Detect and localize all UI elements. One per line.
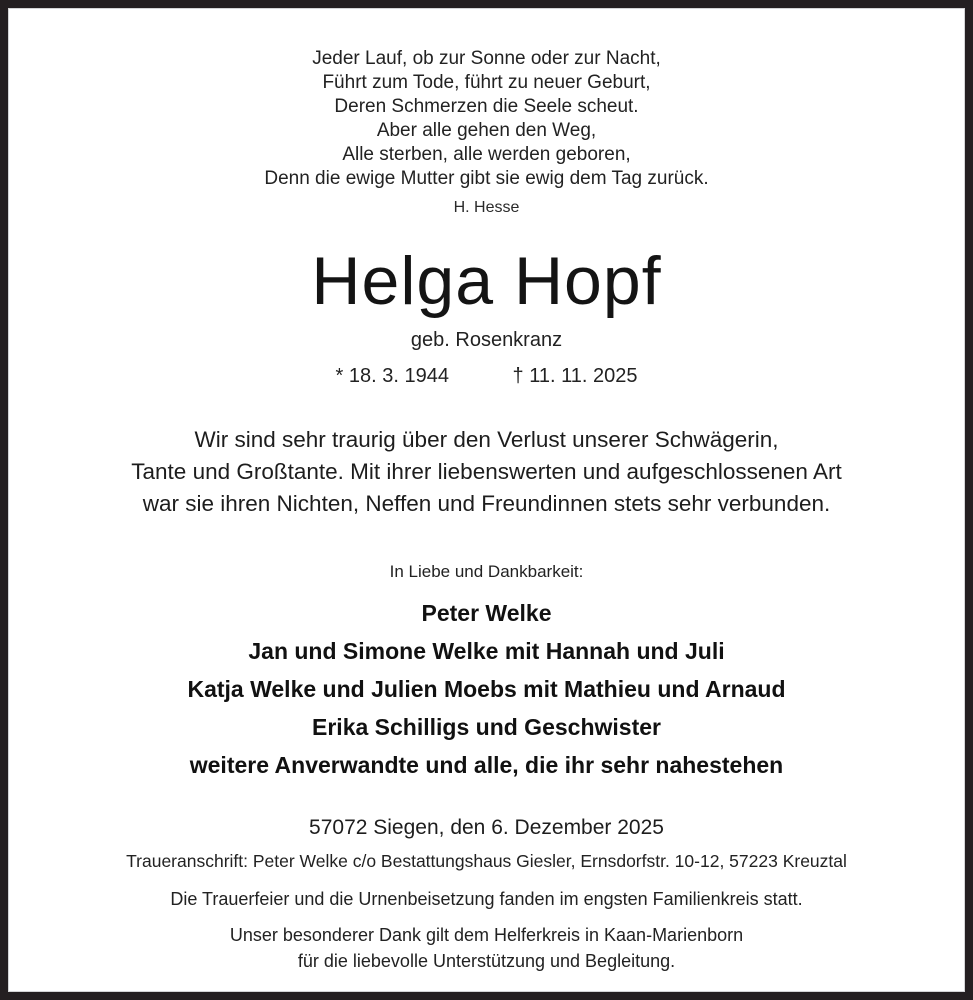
poem: [9, 47, 964, 191]
thanks-line: Unser besonderer Dank gilt dem Helferkreis in Kaan-Marienborn: [229, 925, 744, 945]
mourner: Jan und Simone Welke mit Hannah und Juli: [248, 638, 725, 664]
tribute-line: Tante und Großtante. Mit ihrer liebenswerten und aufgeschlossenen Art: [131, 459, 842, 484]
tribute-line: Wir sind sehr traurig über den Verlust unserer Schwägerin,: [194, 427, 779, 452]
obituary-notice: [8, 8, 965, 992]
mourner: Erika Schilligs und Geschwister: [312, 714, 661, 740]
mourner: Peter Welke: [421, 600, 552, 626]
poem-line: Aber alle gehen den Weg,: [376, 120, 597, 141]
funeral-note: Die Trauerfeier und die Urnenbeisetzung fanden im engsten Familienkreis statt.: [170, 889, 803, 909]
death-date: † 11. 11. 2025: [512, 365, 638, 387]
thanks-line: für die liebevolle Unterstützung und Begleitung.: [297, 951, 676, 971]
poem-line: Führt zum Tode, führt zu neuer Geburt,: [322, 72, 651, 93]
mourner: Katja Welke und Julien Moebs mit Mathieu und Arnaud: [187, 676, 786, 702]
life-dates: [9, 365, 964, 388]
mourner: weitere Anverwandte und alle, die ihr sehr nahestehen: [189, 752, 784, 778]
mourners-list: [9, 594, 964, 784]
poem-line: Denn die ewige Mutter gibt sie ewig dem Tag zurück.: [264, 168, 709, 189]
place-and-date: 57072 Siegen, den 6. Dezember 2025: [309, 816, 664, 839]
birth-date: * 18. 3. 1944: [335, 365, 449, 387]
poem-attribution: H. Hesse: [453, 199, 520, 216]
poem-line: Alle sterben, alle werden geboren,: [342, 144, 631, 165]
tribute-text: [9, 424, 964, 520]
maiden-name: geb. Rosenkranz: [410, 329, 563, 351]
tribute-line: war sie ihren Nichten, Neffen und Freundinnen stets sehr verbunden.: [142, 491, 831, 516]
closing-phrase: In Liebe und Dankbarkeit:: [389, 562, 584, 581]
poem-line: Deren Schmerzen die Seele scheut.: [334, 96, 639, 117]
poem-line: Jeder Lauf, ob zur Sonne oder zur Nacht,: [312, 48, 661, 69]
mourning-address: Traueranschrift: Peter Welke c/o Bestattungshaus Giesler, Ernsdorfstr. 10-12, 57223 Kreuztal: [126, 851, 847, 871]
deceased-name: Helga Hopf: [311, 243, 662, 319]
thanks-note: [9, 922, 964, 974]
